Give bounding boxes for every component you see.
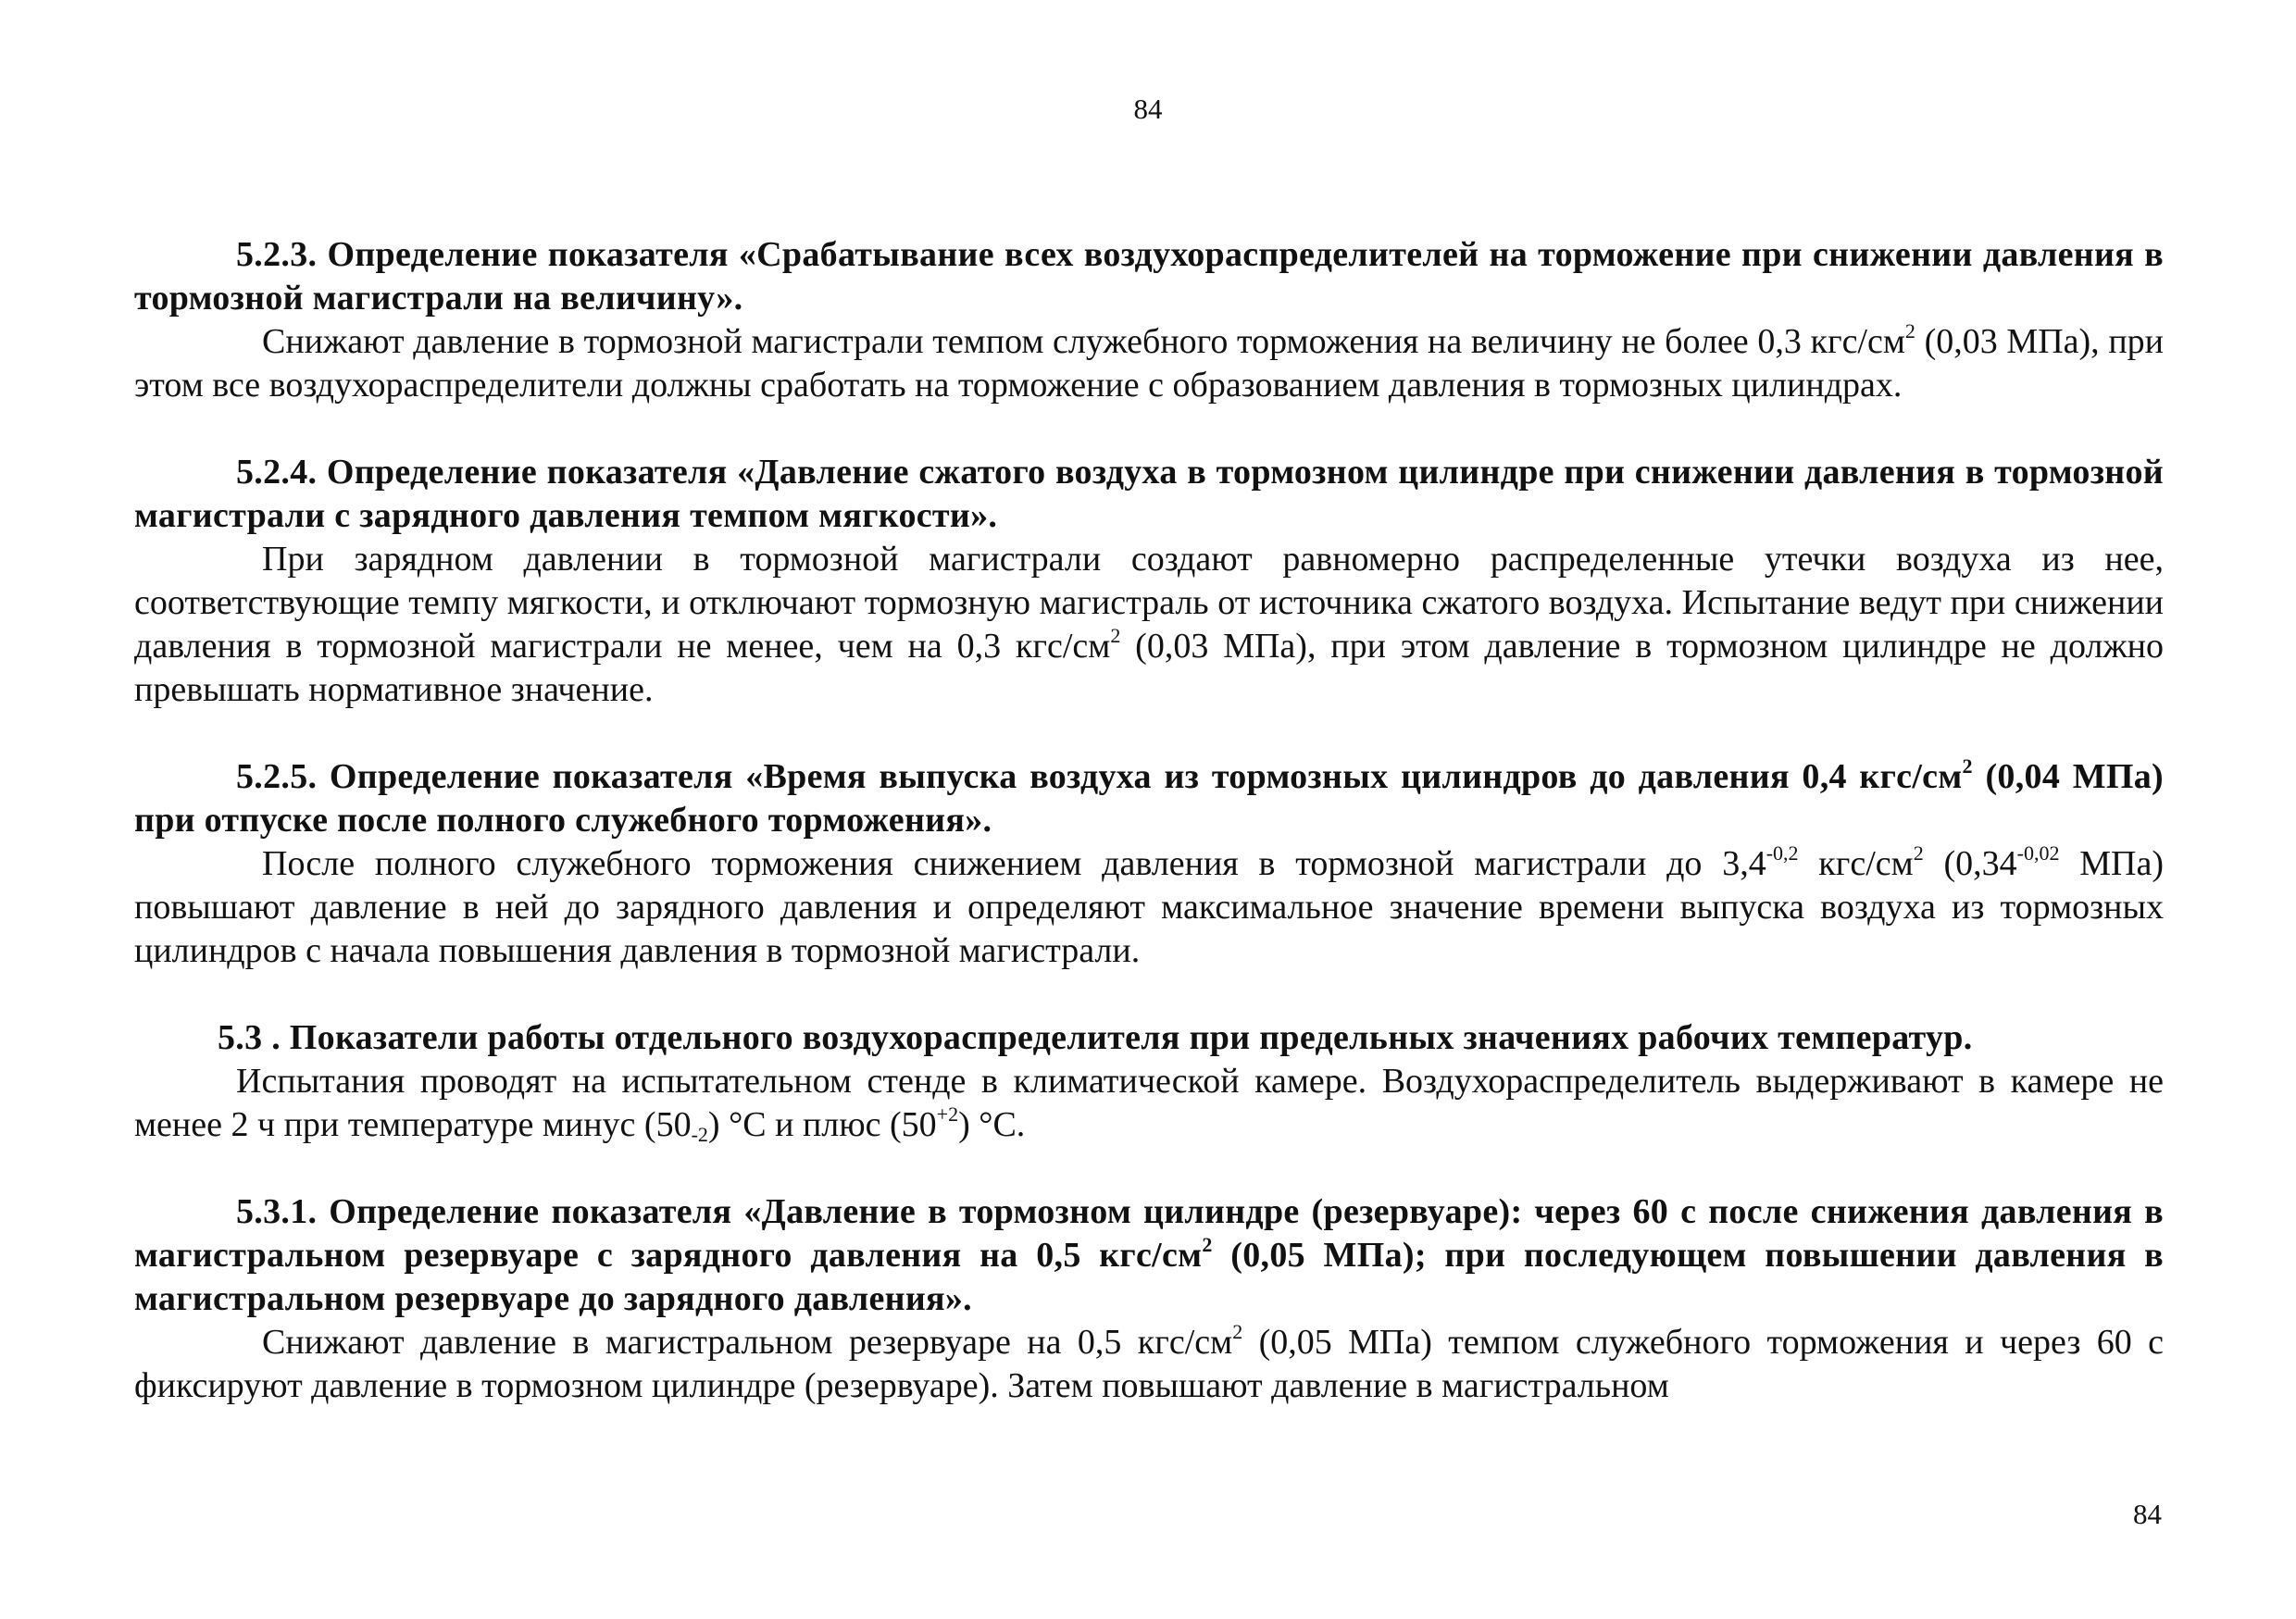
paragraph-text: Снижают давление в магистральном резервуаре на 0,5 кгс/см — [262, 1323, 1233, 1362]
superscript: 2 — [1913, 841, 1924, 865]
superscript: -0,2 — [1766, 841, 1799, 865]
paragraph-text: кгс/см — [1798, 844, 1914, 883]
superscript: 2 — [1202, 1233, 1213, 1256]
superscript: +2 — [936, 1102, 959, 1126]
section-5-3-1 — [134, 1190, 2164, 1408]
section-5-3 — [134, 1016, 2164, 1147]
section-paragraph — [134, 1060, 2164, 1147]
paragraph-text: ) °С и плюс (50 — [707, 1105, 937, 1144]
paragraph-text: При зарядном давлении в тормозной магистрали создают равномерно распределенные утечки воздуха из нее, соответствующие темпу мягкости, и отключают тормозную магистраль от источника сжатого воздуха. Испытание ведут при снижении давления в тормозной магистрали не менее, чем на 0,3 кгс/см — [134, 540, 2164, 666]
paragraph-text: Снижают давление в тормозной магистрали темпом служебного торможения на величину не более 0,3 кгс/см — [262, 322, 1905, 361]
section-heading — [134, 1190, 2164, 1321]
section-paragraph — [134, 1321, 2164, 1408]
section-5-2-4 — [134, 451, 2164, 712]
paragraph-text: (0,03 МПа), при этом давление в тормозном цилиндре не должно превышать нормативное значение. — [134, 627, 2164, 709]
page-number-bottom: 84 — [2133, 1498, 2162, 1530]
heading-text: (0,04 МПа) при отпуске после полного служебного торможения». — [134, 757, 2164, 840]
paragraph-text: После полного служебного торможения снижением давления в тормозной магистрали до 3,4 — [262, 844, 1766, 883]
section-heading: 5.3 . Показатели работы отдельного воздухораспределителя при предельных значениях рабочих температур. — [218, 1018, 1973, 1057]
section-5-2-3 — [134, 233, 2164, 407]
paragraph-text: МПа) повышают давление в ней до зарядного давления и определяют максимальное значение времени выпуска воздуха из тормозных цилиндров с начала повышения давления в тормозной магистрали. — [134, 844, 2164, 970]
subscript: -2 — [691, 1123, 708, 1146]
heading-text: (0,05 МПа); при последующем повышении давления в магистральном резервуаре до зарядного давления». — [134, 1236, 2164, 1318]
section-heading: 5.2.3. Определение показателя «Срабатывание всех воздухораспределителей на торможение при снижении давления в тормозной магистрали на величину». — [134, 235, 2164, 318]
section-heading — [134, 755, 2164, 842]
document-body — [134, 233, 2164, 1408]
section-paragraph — [134, 320, 2164, 407]
superscript: -0,02 — [2016, 841, 2060, 865]
paragraph-text: (0,05 МПа) темпом служебного торможения и через 60 с фиксируют давление в тормозном цилиндре (резервуаре). Затем повышают давление в магистральном — [134, 1323, 2165, 1405]
heading-text: 5.2.5. Определение показателя «Время выпуска воздуха из тормозных цилиндров до давления 0,4 кгс/см — [236, 757, 1963, 796]
superscript: 2 — [1904, 319, 1915, 342]
superscript: 2 — [1110, 624, 1121, 647]
paragraph-text: ) °С. — [958, 1105, 1026, 1144]
superscript: 2 — [1232, 1320, 1243, 1343]
section-heading: 5.2.4. Определение показателя «Давление сжатого воздуха в тормозном цилиндре при снижении давления в тормозной магистрали с зарядного давления темпом мягкости». — [134, 453, 2164, 535]
section-paragraph — [134, 538, 2164, 712]
paragraph-text: (0,03 МПа), при этом все воздухораспределители должны сработать на торможение с образованием давления в тормозных цилиндрах. — [134, 322, 2164, 405]
paragraph-text: (0,34 — [1923, 844, 2017, 883]
superscript: 2 — [1962, 754, 1973, 778]
heading-text: 5.3.1. Определение показателя «Давление в тормозном цилиндре (резервуаре): через 60 с после снижения давления в магистральном резервуаре с зарядного давления на 0,5 кгс/см — [134, 1192, 2164, 1275]
page-number-top: 84 — [1133, 93, 1163, 125]
section-5-2-5 — [134, 755, 2164, 973]
section-paragraph — [134, 842, 2164, 973]
paragraph-text: Испытания проводят на испытательном стенде в климатической камере. Воздухораспределитель выдерживают в камере не менее 2 ч при температуре минус (50 — [134, 1062, 2164, 1144]
